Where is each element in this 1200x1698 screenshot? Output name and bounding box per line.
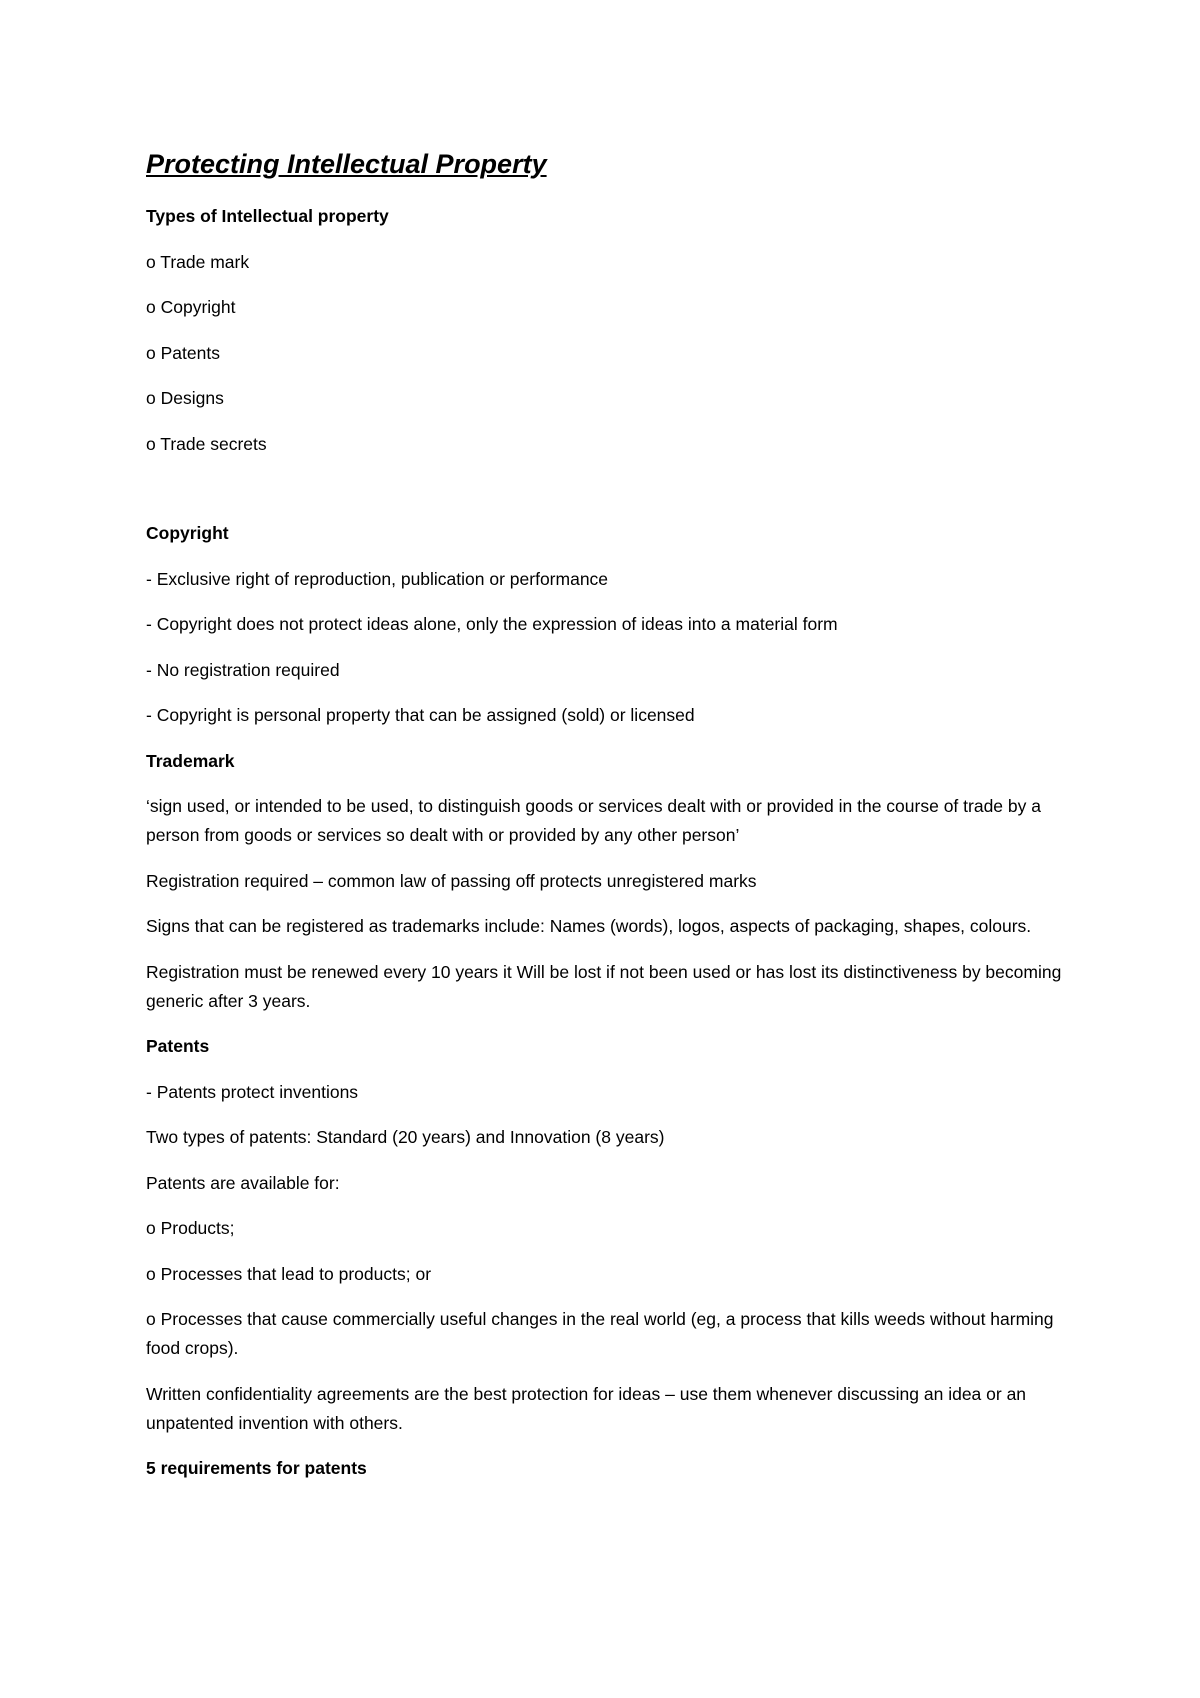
trademark-paragraph: ‘sign used, or intended to be used, to distinguish goods or services dealt with or provided in the course of trade by a person from goods or services so dealt with or provided by any other person’ (146, 796, 1041, 846)
patents-requirements-heading: 5 requirements for patents (146, 1458, 367, 1479)
copyright-heading: Copyright (146, 523, 229, 544)
patents-heading: Patents (146, 1036, 210, 1057)
copyright-point: - Copyright does not protect ideas alone, only the expression of ideas into a material form (146, 614, 838, 635)
list-item: o Trade secrets (146, 433, 267, 454)
trademark-paragraph: Signs that can be registered as trademarks include: Names (words), logos, aspects of packaging, shapes, colours. (146, 916, 1032, 937)
list-item: o Trade mark (146, 251, 250, 272)
spacer (146, 475, 1076, 519)
list-item: o Products; (146, 1218, 235, 1239)
list-item: o Processes that cause commercially useful changes in the real world (eg, a process that kills weeds without harming food crops). (146, 1309, 1054, 1359)
list-item: o Designs (146, 388, 224, 409)
copyright-point: - No registration required (146, 659, 340, 680)
trademark-heading: Trademark (146, 750, 235, 771)
patents-types: Two types of patents: Standard (20 years) and Innovation (8 years) (146, 1127, 665, 1148)
patents-protect: - Patents protect inventions (146, 1081, 359, 1102)
patents-available-for: Patents are available for: (146, 1172, 340, 1193)
document-title: Protecting Intellectual Property (146, 149, 547, 179)
types-heading: Types of Intellectual property (146, 206, 389, 227)
copyright-point: - Exclusive right of reproduction, publication or performance (146, 568, 609, 589)
list-item: o Copyright (146, 297, 236, 318)
copyright-point: - Copyright is personal property that can be assigned (sold) or licensed (146, 705, 695, 726)
document-body (146, 148, 1076, 1500)
list-item: o Patents (146, 342, 220, 363)
list-item: o Processes that lead to products; or (146, 1263, 432, 1284)
trademark-paragraph: Registration required – common law of passing off protects unregistered marks (146, 870, 757, 891)
trademark-paragraph: Registration must be renewed every 10 years it Will be lost if not been used or has lost its distinctiveness by becoming generic after 3 years. (146, 961, 1062, 1011)
patents-confidentiality: Written confidentiality agreements are the best protection for ideas – use them whenever discussing an idea or an unpatented invention with others. (146, 1383, 1027, 1433)
